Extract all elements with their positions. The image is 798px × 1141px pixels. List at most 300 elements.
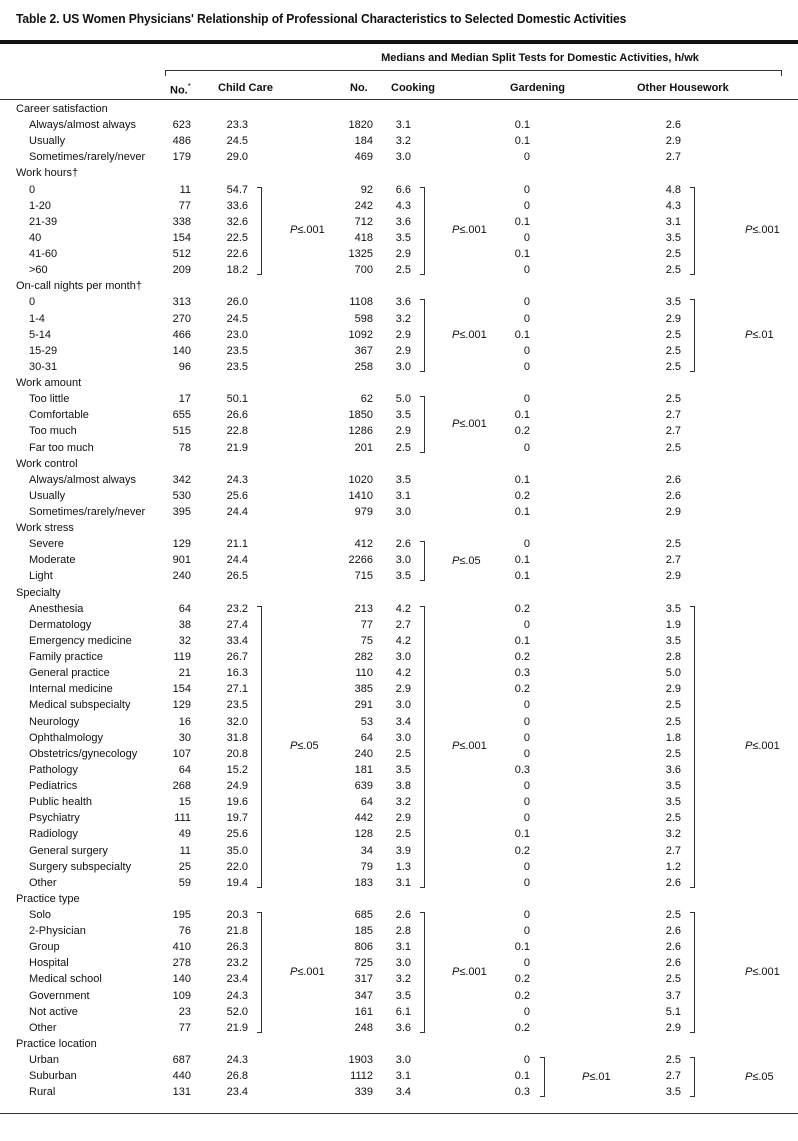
cell-co: 3.5 (395, 763, 411, 776)
cell-ga: 0.1 (514, 554, 530, 567)
cell-n1: 17 (178, 393, 191, 406)
cell-n2: 598 (354, 312, 373, 325)
cell-n2: 639 (354, 780, 373, 793)
cell-co: 3.1 (395, 489, 411, 502)
row-label: Pathology (29, 763, 78, 776)
row-label: Government (29, 989, 90, 1002)
row-label: Not active (29, 1005, 78, 1018)
cell-n2: 1108 (349, 296, 373, 309)
cell-cc: 19.4 (226, 876, 248, 889)
cell-oh: 2.7 (665, 554, 681, 567)
top-rule (0, 40, 798, 44)
cell-ga: 0 (523, 538, 530, 551)
cell-n1: 38 (178, 618, 191, 631)
cell-ga: 0 (523, 780, 530, 793)
cell-n1: 270 (172, 312, 191, 325)
cell-co: 2.5 (395, 441, 411, 454)
cell-cc: 23.3 (226, 119, 248, 132)
row-label: Radiology (29, 828, 78, 841)
cell-ga: 0 (523, 909, 530, 921)
cell-n2: 1410 (348, 489, 373, 502)
cell-cc: 26.0 (226, 296, 248, 309)
cell-n2: 712 (354, 215, 373, 228)
row-group-heading: Work amount (16, 377, 82, 390)
cell-n1: 395 (172, 506, 191, 518)
cell-n2: 412 (354, 538, 373, 551)
p-value-label: P≤.05 (290, 740, 319, 753)
cell-cc: 22.5 (226, 231, 248, 244)
cell-co: 3.0 (395, 731, 411, 744)
row-group-heading: On-call nights per month† (16, 280, 142, 293)
cell-n1: 77 (178, 1021, 191, 1034)
cell-n1: 59 (178, 876, 191, 889)
cell-ga: 0.2 (514, 425, 530, 438)
significance-bracket (420, 912, 425, 1033)
cell-co: 3.5 (395, 570, 411, 583)
cell-cc: 21.8 (226, 925, 248, 938)
cell-cc: 15.2 (226, 763, 248, 776)
significance-bracket (420, 396, 425, 452)
cell-co: 3.0 (395, 506, 411, 518)
cell-n2: 715 (354, 570, 373, 583)
col-header-no-2: No. (350, 82, 368, 94)
cell-oh: 4.3 (665, 199, 681, 212)
row-label: Dermatology (29, 618, 92, 631)
cell-n1: 119 (173, 651, 191, 664)
p-value-label: P≤.001 (452, 740, 487, 753)
row-label: Moderate (29, 554, 76, 567)
cell-oh: 2.6 (665, 119, 681, 132)
p-value-label: P≤.001 (452, 965, 487, 978)
significance-bracket (690, 187, 695, 276)
cell-oh: 2.7 (665, 409, 681, 422)
cell-oh: 2.6 (665, 876, 681, 889)
cell-n2: 291 (354, 699, 373, 712)
row-label: Usually (29, 489, 66, 502)
cell-cc: 21.9 (226, 441, 248, 454)
cell-oh: 2.6 (665, 941, 681, 954)
cell-cc: 24.5 (226, 312, 248, 325)
cell-n2: 184 (354, 135, 373, 148)
cell-co: 4.2 (395, 634, 411, 647)
cell-oh: 2.5 (665, 538, 681, 551)
cell-ga: 0.1 (514, 634, 530, 647)
cell-n1: 154 (172, 231, 191, 244)
row-label: Far too much (29, 441, 94, 454)
cell-ga: 0 (523, 151, 530, 164)
cell-oh: 2.6 (665, 957, 681, 970)
cell-oh: 3.5 (665, 1086, 681, 1099)
cell-oh: 2.5 (665, 441, 681, 454)
row-label: 2-Physician (29, 925, 86, 938)
row-label: Ophthalmology (29, 731, 103, 744)
cell-n1: 76 (178, 925, 191, 938)
cell-cc: 21.1 (226, 538, 248, 551)
cell-n2: 700 (354, 264, 373, 277)
cell-cc: 22.8 (226, 425, 248, 438)
cell-oh: 3.5 (665, 296, 681, 309)
cell-n2: 442 (354, 812, 373, 825)
significance-bracket (420, 606, 425, 888)
cell-ga: 0 (523, 747, 530, 760)
cell-ga: 0.3 (514, 1086, 530, 1099)
cell-n1: 515 (172, 425, 191, 438)
cell-ga: 0 (523, 1005, 530, 1018)
cell-ga: 0 (523, 796, 530, 809)
cell-cc: 54.7 (226, 183, 248, 196)
cell-oh: 3.5 (665, 602, 681, 615)
p-value-label: P≤.001 (745, 224, 780, 237)
cell-cc: 26.3 (226, 941, 248, 954)
cell-n1: 111 (174, 812, 191, 825)
row-group-heading: Career satisfaction (16, 103, 108, 115)
cell-oh: 1.2 (665, 860, 681, 873)
cell-ga: 0.1 (514, 506, 530, 518)
cell-cc: 23.2 (226, 957, 248, 970)
row-label: Family practice (29, 651, 103, 664)
cell-cc: 23.2 (226, 602, 248, 615)
cell-n2: 1903 (348, 1054, 373, 1067)
cell-ga: 0.1 (514, 328, 530, 341)
cell-n2: 201 (354, 441, 373, 454)
row-label: Anesthesia (29, 602, 84, 615)
row-label: 30-31 (29, 360, 58, 373)
row-label: Too much (29, 425, 77, 438)
cell-co: 4.2 (395, 602, 411, 615)
significance-bracket (420, 299, 425, 371)
cell-n1: 96 (178, 360, 191, 373)
cell-cc: 24.3 (226, 989, 248, 1002)
cell-ga: 0 (523, 876, 530, 889)
significance-bracket (257, 606, 262, 888)
cell-co: 3.4 (395, 1086, 411, 1099)
cell-n2: 53 (360, 715, 373, 728)
cell-co: 2.9 (395, 248, 411, 261)
cell-oh: 3.5 (665, 634, 681, 647)
cell-co: 3.5 (395, 409, 411, 422)
cell-n2: 339 (354, 1086, 373, 1099)
row-label: 21-39 (29, 215, 58, 228)
cell-ga: 0 (523, 312, 530, 325)
cell-n1: 30 (178, 731, 191, 744)
cell-cc: 23.4 (226, 1086, 248, 1099)
cell-co: 3.5 (395, 989, 411, 1002)
row-label: Comfortable (29, 409, 89, 422)
cell-co: 2.5 (395, 747, 411, 760)
cell-co: 3.0 (395, 957, 411, 970)
cell-co: 3.2 (395, 135, 411, 148)
spanner-heading: Medians and Median Split Tests for Domestic Activities, h/wk (381, 52, 699, 64)
cell-ga: 0 (523, 393, 530, 406)
row-label: Usually (29, 135, 66, 148)
cell-cc: 27.1 (226, 683, 248, 696)
cell-oh: 2.7 (665, 1070, 681, 1083)
cell-n1: 278 (172, 957, 191, 970)
cell-cc: 25.6 (226, 828, 248, 841)
cell-ga: 0.1 (514, 135, 530, 148)
cell-oh: 2.5 (665, 973, 681, 986)
cell-ga: 0.1 (514, 941, 530, 954)
cell-n2: 282 (354, 651, 373, 664)
col-header-other-housework: Other Housework (637, 82, 729, 94)
spanner-tick-right (781, 70, 782, 76)
cell-oh: 3.2 (665, 828, 681, 841)
cell-oh: 2.7 (665, 151, 681, 164)
cell-co: 3.6 (395, 296, 411, 309)
cell-n2: 347 (354, 989, 373, 1002)
cell-n1: 49 (178, 828, 191, 841)
cell-n1: 64 (178, 602, 191, 615)
cell-n2: 806 (354, 941, 373, 954)
cell-co: 2.9 (395, 344, 411, 357)
cell-ga: 0.1 (514, 473, 530, 486)
cell-n2: 75 (360, 634, 373, 647)
cell-cc: 32.0 (226, 715, 248, 728)
cell-cc: 23.5 (226, 344, 248, 357)
cell-n1: 129 (172, 538, 191, 551)
row-group-heading: Work hours† (16, 167, 79, 180)
cell-ga: 0.3 (514, 667, 530, 680)
cell-co: 3.8 (395, 780, 411, 793)
p-value-label: P≤.001 (290, 965, 325, 978)
row-label: 0 (29, 296, 36, 309)
row-label: Solo (29, 909, 52, 921)
row-label: Severe (29, 538, 64, 551)
cell-cc: 24.3 (226, 473, 248, 486)
cell-n1: 140 (172, 973, 191, 986)
cell-ga: 0.2 (514, 1021, 530, 1034)
cell-co: 1.3 (395, 860, 411, 873)
cell-cc: 32.6 (226, 215, 248, 228)
cell-co: 2.9 (395, 683, 411, 696)
cell-oh: 2.5 (665, 344, 681, 357)
cell-cc: 22.0 (226, 860, 248, 873)
row-label: Too little (29, 393, 70, 406)
cell-n1: 440 (172, 1070, 191, 1083)
cell-oh: 2.5 (665, 812, 681, 825)
row-label: General surgery (29, 844, 108, 857)
cell-co: 3.0 (395, 699, 411, 712)
cell-cc: 23.4 (226, 973, 248, 986)
col-header-no-1: No.* (170, 82, 191, 97)
cell-oh: 2.5 (665, 248, 681, 261)
cell-n1: 107 (172, 747, 191, 760)
cell-n2: 725 (354, 957, 373, 970)
cell-co: 3.2 (395, 973, 411, 986)
cell-oh: 2.6 (665, 473, 681, 486)
cell-n2: 79 (360, 860, 373, 873)
cell-cc: 29.0 (226, 151, 248, 164)
cell-n1: 129 (172, 699, 191, 712)
cell-ga: 0 (523, 183, 530, 196)
row-label: 40 (29, 231, 42, 244)
row-label: Suburban (29, 1070, 77, 1083)
cell-n1: 466 (172, 328, 191, 341)
cell-ga: 0.2 (514, 973, 530, 986)
cell-n1: 131 (172, 1086, 191, 1099)
row-label: Hospital (29, 957, 69, 970)
cell-n1: 15 (178, 796, 191, 809)
cell-oh: 2.5 (665, 328, 681, 341)
cell-co: 3.4 (395, 715, 411, 728)
cell-co: 2.8 (395, 925, 411, 938)
cell-n1: 410 (172, 941, 191, 954)
cell-n2: 62 (360, 393, 373, 406)
cell-cc: 19.6 (226, 796, 248, 809)
cell-cc: 24.4 (226, 554, 248, 567)
cell-oh: 2.9 (665, 1021, 681, 1034)
row-group-heading: Work stress (16, 522, 74, 535)
cell-ga: 0 (523, 199, 530, 212)
row-label: 1-20 (29, 199, 52, 212)
cell-co: 3.0 (395, 554, 411, 567)
cell-co: 3.1 (395, 1070, 411, 1083)
col-header-cooking: Cooking (391, 82, 435, 94)
cell-n2: 1820 (348, 119, 373, 132)
cell-co: 6.6 (395, 183, 411, 196)
cell-n2: 242 (354, 199, 373, 212)
cell-n2: 110 (355, 667, 373, 680)
cell-cc: 26.8 (226, 1070, 248, 1083)
cell-n2: 77 (360, 618, 373, 631)
p-value-label: P≤.001 (452, 329, 487, 342)
row-label: Urban (29, 1054, 59, 1067)
row-label: Sometimes/rarely/never (29, 506, 146, 518)
cell-n2: 240 (354, 747, 373, 760)
p-value-label: P≤.001 (290, 224, 325, 237)
row-label: Emergency medicine (29, 634, 132, 647)
cell-ga: 0.1 (514, 828, 530, 841)
cell-oh: 2.5 (665, 264, 681, 277)
cell-cc: 24.3 (226, 1054, 248, 1067)
p-value-label: P≤.05 (452, 554, 481, 567)
cell-cc: 35.0 (226, 844, 248, 857)
cell-ga: 0 (523, 344, 530, 357)
cell-n1: 25 (178, 860, 191, 873)
cell-n2: 367 (354, 344, 373, 357)
cell-n2: 317 (354, 973, 373, 986)
significance-bracket (690, 1057, 695, 1097)
cell-oh: 2.9 (665, 506, 681, 518)
cell-n2: 161 (354, 1005, 373, 1018)
cell-n1: 313 (172, 296, 191, 309)
cell-co: 3.0 (395, 151, 411, 164)
cell-n1: 78 (178, 441, 191, 454)
cell-oh: 2.5 (665, 393, 681, 406)
cell-oh: 5.1 (665, 1005, 681, 1018)
cell-oh: 2.6 (665, 489, 681, 502)
cell-ga: 0.1 (514, 570, 530, 583)
cell-cc: 24.4 (226, 506, 248, 518)
cell-co: 4.2 (395, 667, 411, 680)
cell-co: 2.6 (395, 909, 411, 921)
cell-oh: 2.9 (665, 312, 681, 325)
row-label: Public health (29, 796, 92, 809)
cell-n2: 258 (354, 360, 373, 373)
cell-oh: 3.5 (665, 231, 681, 244)
cell-ga: 0 (523, 812, 530, 825)
cell-co: 2.6 (395, 538, 411, 551)
cell-oh: 5.0 (665, 667, 681, 680)
row-label: 41-60 (29, 248, 58, 261)
cell-n1: 154 (172, 683, 191, 696)
cell-co: 3.6 (395, 215, 411, 228)
cell-n1: 32 (178, 634, 191, 647)
cell-n1: 11 (179, 844, 191, 857)
row-label: Medical school (29, 973, 102, 986)
p-value-label: P≤.001 (452, 224, 487, 237)
cell-oh: 3.1 (665, 215, 681, 228)
spanner-line (165, 70, 782, 71)
cell-cc: 23.5 (226, 360, 248, 373)
cell-oh: 2.7 (665, 425, 681, 438)
cell-ga: 0.2 (514, 651, 530, 664)
cell-n1: 338 (172, 215, 191, 228)
cell-n2: 2266 (348, 554, 373, 567)
cell-ga: 0.1 (514, 119, 530, 132)
cell-n2: 979 (354, 506, 373, 518)
col-header-child-care: Child Care (218, 82, 274, 94)
cell-cc: 23.5 (226, 699, 248, 712)
p-value-label: P≤.01 (582, 1070, 611, 1083)
cell-n1: 655 (172, 409, 191, 422)
cell-cc: 52.0 (226, 1005, 248, 1018)
cell-n1: 21 (178, 667, 191, 680)
cell-co: 3.0 (395, 1054, 411, 1067)
cell-ga: 0.2 (514, 844, 530, 857)
cell-oh: 1.9 (665, 618, 681, 631)
cell-n2: 34 (360, 844, 373, 857)
cell-oh: 1.8 (665, 731, 681, 744)
cell-n1: 23 (178, 1005, 191, 1018)
cell-co: 3.0 (395, 360, 411, 373)
cell-ga: 0.2 (514, 602, 530, 615)
cell-ga: 0 (523, 296, 530, 309)
cell-n1: 140 (172, 344, 191, 357)
p-value-label: P≤.05 (745, 1070, 774, 1083)
row-label: 5-14 (29, 328, 52, 341)
cell-n1: 109 (172, 989, 191, 1002)
cell-ga: 0.1 (514, 248, 530, 261)
cell-cc: 19.7 (226, 812, 248, 825)
cell-n2: 469 (354, 151, 373, 164)
cell-cc: 33.6 (226, 199, 248, 212)
cell-oh: 4.8 (665, 183, 681, 196)
cell-oh: 2.8 (665, 651, 681, 664)
cell-ga: 0.1 (514, 215, 530, 228)
cell-n2: 128 (354, 828, 373, 841)
cell-cc: 20.3 (226, 909, 248, 921)
cell-cc: 33.4 (226, 634, 248, 647)
significance-bracket (540, 1057, 545, 1097)
cell-ga: 0 (523, 264, 530, 277)
cell-cc: 22.6 (226, 248, 248, 261)
cell-co: 5.0 (395, 393, 411, 406)
cell-n1: 11 (179, 183, 191, 196)
row-label: Neurology (29, 715, 80, 728)
cell-oh: 2.5 (665, 909, 681, 921)
cell-ga: 0 (523, 618, 530, 631)
cell-cc: 24.9 (226, 780, 248, 793)
cell-co: 2.9 (395, 425, 411, 438)
cell-co: 3.1 (395, 876, 411, 889)
cell-n1: 901 (172, 554, 191, 567)
cell-n1: 16 (178, 715, 191, 728)
cell-ga: 0.2 (514, 989, 530, 1002)
row-label: >60 (29, 264, 48, 277)
cell-n1: 268 (172, 780, 191, 793)
cell-co: 3.5 (395, 231, 411, 244)
